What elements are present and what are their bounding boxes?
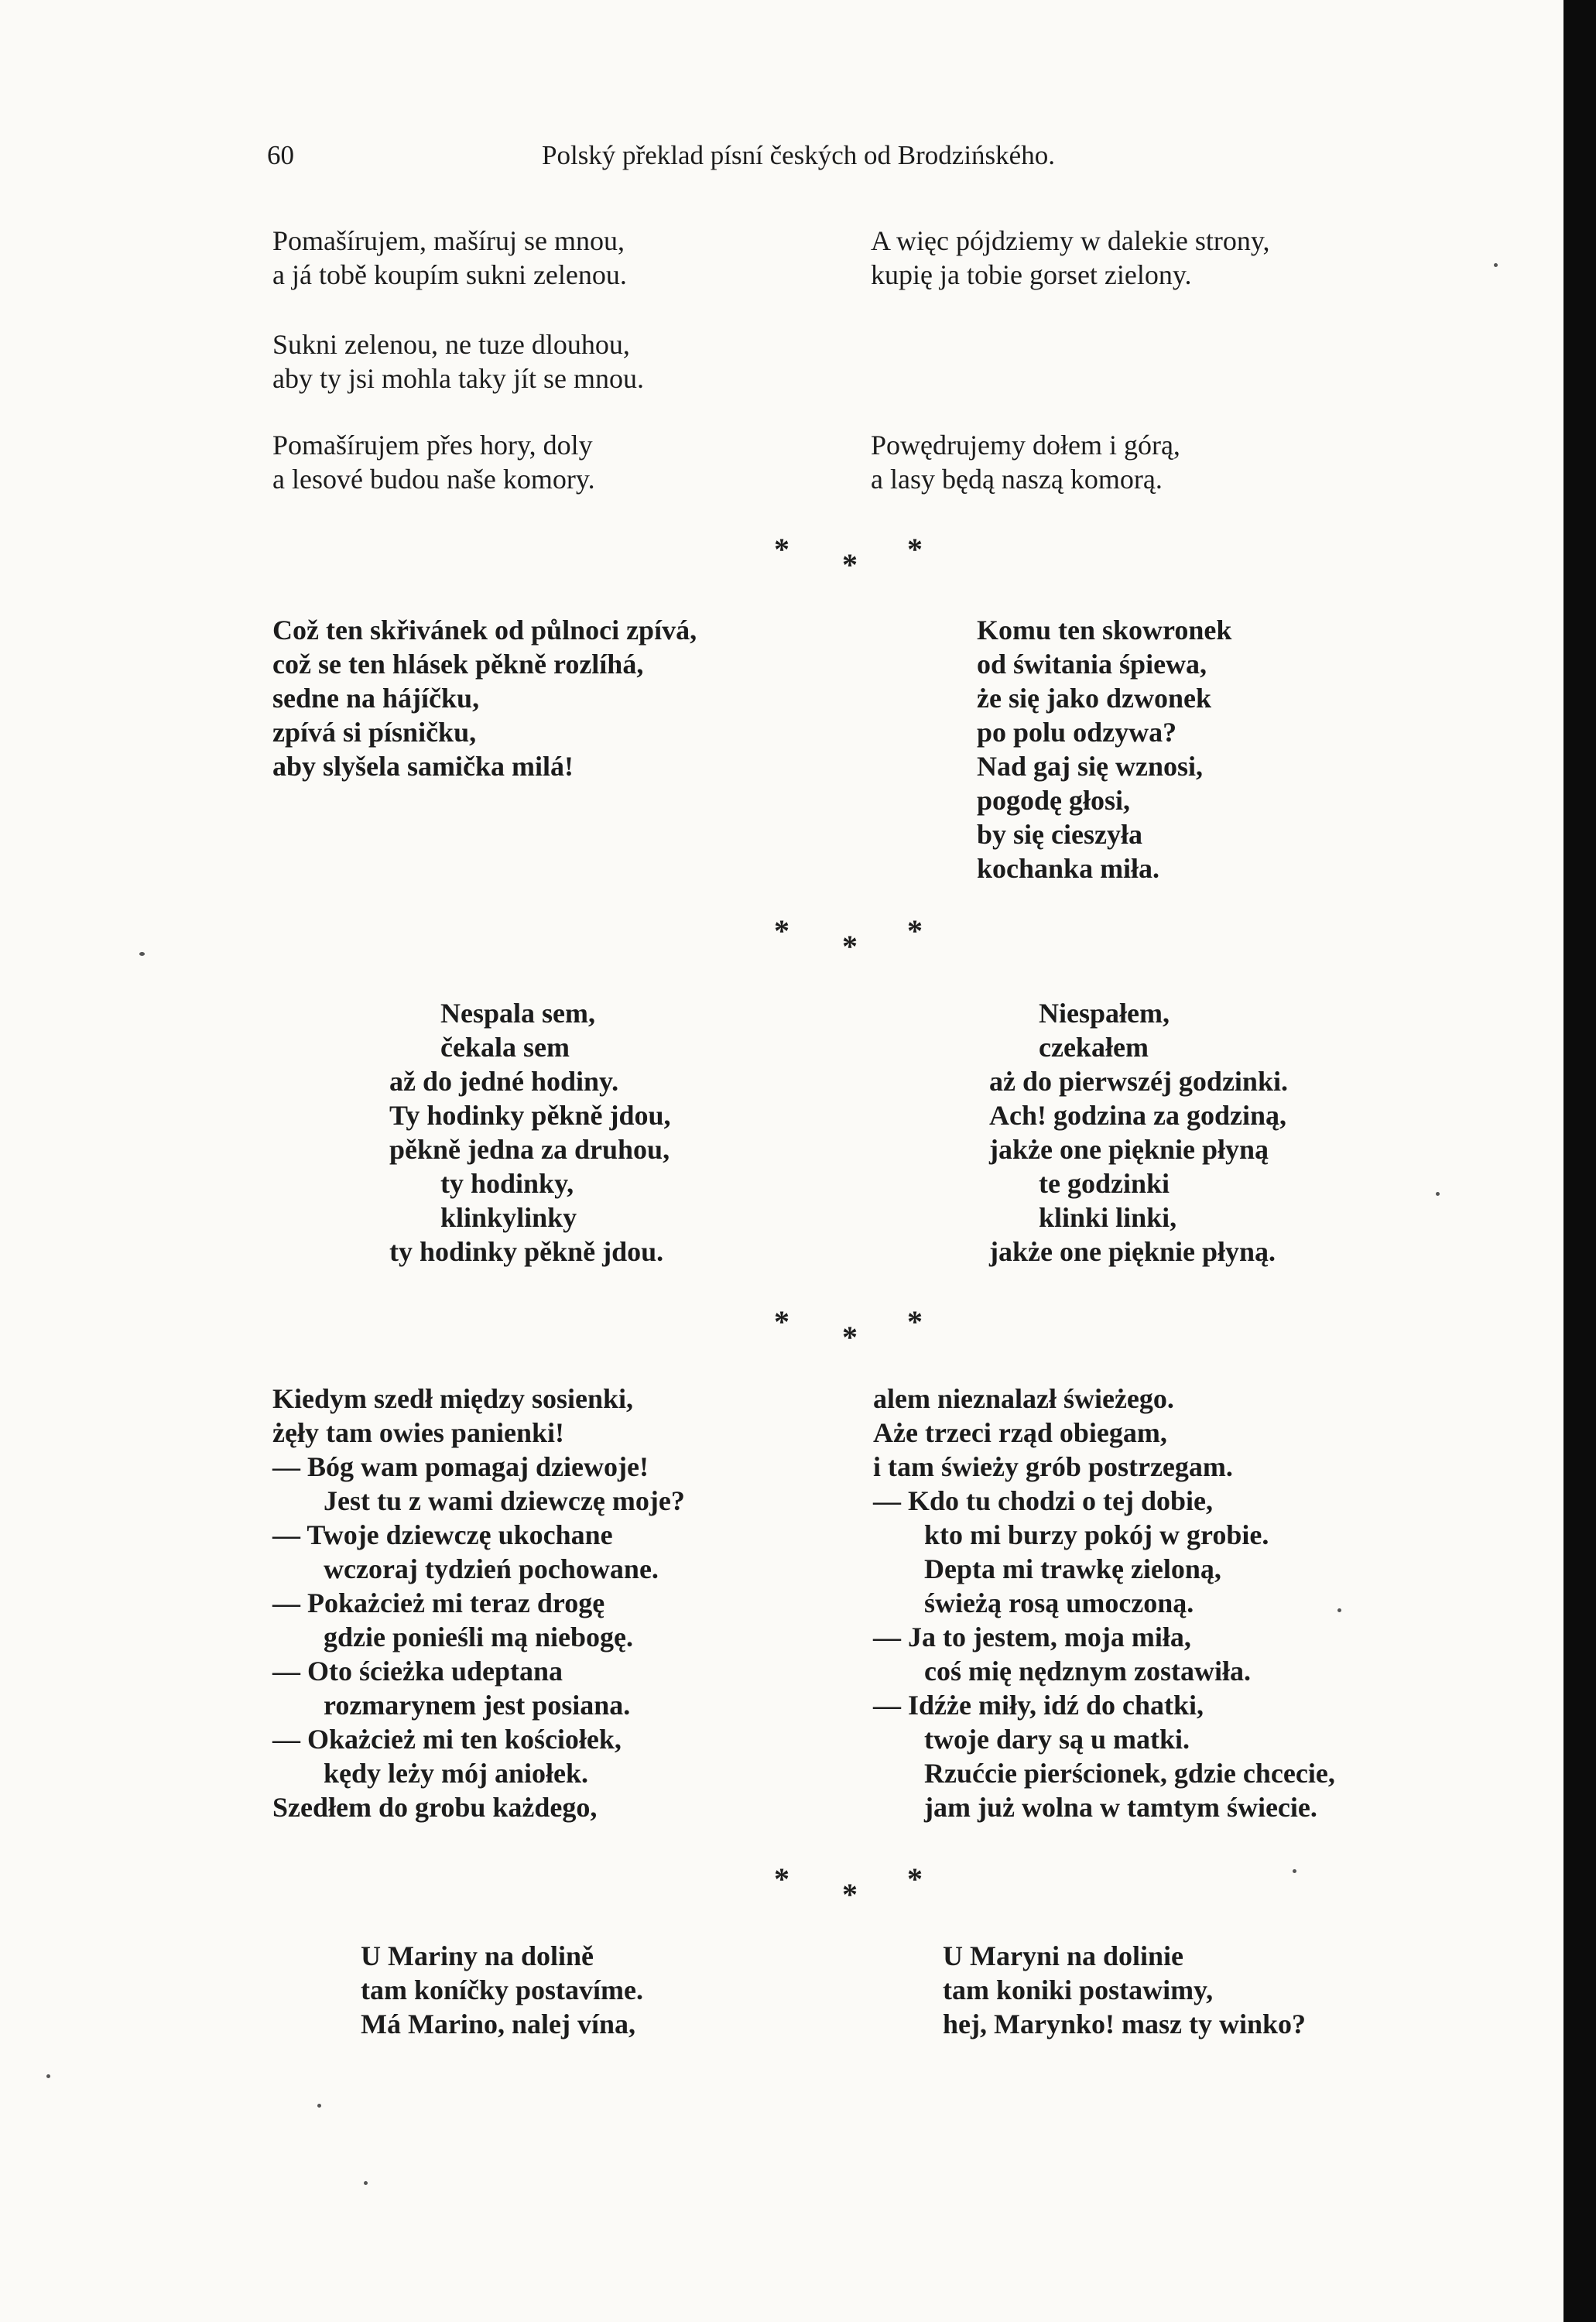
verse-line: Nad gaj się wznosi, xyxy=(977,751,1204,782)
czech-song-skrivanek xyxy=(272,613,697,783)
polish-song-niespalem xyxy=(989,996,1288,1269)
polish-song-marynia xyxy=(943,1939,1306,2041)
verse-line: tam koníčky postavíme. xyxy=(361,1974,644,2005)
verse-line: Powędrujemy dołem i górą, xyxy=(871,430,1180,461)
verse-line: — Twoje dziewczę ukochane xyxy=(272,1519,613,1550)
verse-line: te godzinki xyxy=(1039,1168,1170,1199)
verse-line: jam już wolna w tamtym świecie. xyxy=(924,1792,1317,1823)
polish-song-sosienki-part-2 xyxy=(873,1382,1335,1824)
verse-line: że się jako dzwonek xyxy=(977,683,1211,714)
verse-line: aby slyšela samička milá! xyxy=(272,751,574,782)
verse-line: klinki linki, xyxy=(1039,1202,1177,1233)
polish-stanza-2 xyxy=(871,428,1180,496)
asterisk: * xyxy=(774,1304,789,1339)
verse-line: A więc pójdziemy w dalekie strony, xyxy=(871,225,1270,256)
verse-line: Aże trzeci rząd obiegam, xyxy=(873,1417,1167,1448)
verse-line: Kiedym szedł między sosienki, xyxy=(272,1383,633,1414)
verse-line: ty hodinky pěkně jdou. xyxy=(389,1236,664,1267)
verse-line: ty hodinky, xyxy=(440,1168,574,1199)
verse-line: Pomašírujem, mašíruj se mnou, xyxy=(272,225,625,256)
verse-line: od świtania śpiewa, xyxy=(977,649,1207,680)
asterisk: * xyxy=(842,1320,858,1354)
verse-line: což se ten hlásek pěkně rozlíhá, xyxy=(272,649,644,680)
polish-stanza-1 xyxy=(871,224,1270,292)
verse-line: a lasy będą naszą komorą. xyxy=(871,464,1163,495)
verse-line: a já tobě koupím sukni zelenou. xyxy=(272,259,627,290)
verse-line: by się cieszyła xyxy=(977,819,1142,850)
verse-line: jakże one pięknie płyną xyxy=(989,1134,1269,1165)
verse-line: — Idźże miły, idź do chatki, xyxy=(873,1690,1204,1721)
verse-line: Což ten skřivánek od půlnoci zpívá, xyxy=(272,615,697,646)
verse-line: U Mariny na dolině xyxy=(361,1940,594,1971)
verse-line: gdzie ponieśli mą niebogę. xyxy=(324,1622,634,1652)
verse-line: Depta mi trawkę zieloną, xyxy=(924,1553,1221,1584)
verse-line: kochanka miła. xyxy=(977,853,1160,884)
verse-line: a lesové budou naše komory. xyxy=(272,464,595,495)
verse-line: i tam świeży grób postrzegam. xyxy=(873,1451,1233,1482)
scan-speck xyxy=(1436,1192,1440,1196)
verse-line: Jest tu z wami dziewczę moje? xyxy=(324,1485,685,1516)
verse-line: zpívá si písničku, xyxy=(272,717,477,748)
verse-line: po polu odzywa? xyxy=(977,717,1177,748)
scan-speck xyxy=(46,2074,50,2078)
verse-line: Pomašírujem přes hory, doly xyxy=(272,430,593,461)
scan-speck xyxy=(1337,1608,1341,1612)
verse-line: rozmarynem jest posiana. xyxy=(324,1690,631,1721)
czech-stanza-2 xyxy=(272,327,644,396)
verse-line: hej, Marynko! masz ty winko? xyxy=(943,2009,1306,2039)
asterisk: * xyxy=(842,1877,858,1912)
verse-line: pogodę głosi, xyxy=(977,785,1131,816)
verse-line: tam koniki postawimy, xyxy=(943,1974,1214,2005)
czech-song-marina xyxy=(361,1939,643,2041)
scan-speck xyxy=(317,2104,321,2108)
verse-line: wczoraj tydzień pochowane. xyxy=(324,1553,659,1584)
asterisk: * xyxy=(842,547,858,582)
verse-line: pěkně jedna za druhou, xyxy=(389,1134,670,1165)
verse-line: klinkylinky xyxy=(440,1202,577,1233)
running-title: Polský překlad písní českých od Brodzińského. xyxy=(542,140,1055,170)
scan-speck xyxy=(364,2181,368,2185)
czech-stanza-3 xyxy=(272,428,595,496)
polish-song-skowronek xyxy=(977,613,1231,885)
page-number: 60 xyxy=(267,140,294,170)
verse-line: U Maryni na dolinie xyxy=(943,1940,1184,1971)
verse-line: — Ja to jestem, moja miła, xyxy=(873,1622,1191,1652)
verse-line: Rzućcie pierścionek, gdzie chcecie, xyxy=(924,1758,1335,1789)
verse-line: Nespala sem, xyxy=(440,998,595,1029)
verse-line: — Bóg wam pomagaj dziewoje! xyxy=(272,1451,649,1482)
asterisk: * xyxy=(907,1861,923,1896)
asterisk: * xyxy=(907,913,923,948)
asterisk: * xyxy=(907,1304,923,1339)
verse-line: aby ty jsi mohla taky jít se mnou. xyxy=(272,363,644,394)
verse-line: aż do pierwszéj godzinki. xyxy=(989,1066,1288,1097)
verse-line: Sukni zelenou, ne tuze dlouhou, xyxy=(272,329,630,360)
czech-song-nespala xyxy=(389,996,670,1269)
czech-stanza-1 xyxy=(272,224,627,292)
asterisk: * xyxy=(774,1861,789,1896)
verse-line: až do jedné hodiny. xyxy=(389,1066,619,1097)
verse-line: żęły tam owies panienki! xyxy=(272,1417,564,1448)
scan-speck xyxy=(1293,1869,1296,1873)
verse-line: Szedłem do grobu każdego, xyxy=(272,1792,598,1823)
verse-line: kto mi burzy pokój w grobie. xyxy=(924,1519,1269,1550)
verse-line: jakże one pięknie płyną. xyxy=(989,1236,1276,1267)
verse-line: — Okażcież mi ten kościołek, xyxy=(272,1724,622,1755)
verse-line: Ach! godzina za godziną, xyxy=(989,1100,1287,1131)
verse-line: Ty hodinky pěkně jdou, xyxy=(389,1100,671,1131)
verse-line: czekałem xyxy=(1039,1032,1149,1063)
verse-line: Komu ten skowronek xyxy=(977,615,1232,646)
verse-line: — Kdo tu chodzi o tej dobie, xyxy=(873,1485,1214,1516)
verse-line: — Oto ścieżka udeptana xyxy=(272,1656,563,1687)
verse-line: kędy leży mój aniołek. xyxy=(324,1758,588,1789)
scan-border xyxy=(1563,0,1596,2322)
verse-line: kupię ja tobie gorset zielony. xyxy=(871,259,1192,290)
verse-line: coś mię nędznym zostawiła. xyxy=(924,1656,1251,1687)
asterisk: * xyxy=(774,532,789,567)
verse-line: alem nieznalazł świeżego. xyxy=(873,1383,1174,1414)
verse-line: świeżą rosą umoczoną. xyxy=(924,1587,1194,1618)
asterisk: * xyxy=(774,913,789,948)
verse-line: čekala sem xyxy=(440,1032,570,1063)
verse-line: Niespałem, xyxy=(1039,998,1170,1029)
polish-song-sosienki-part-1 xyxy=(272,1382,685,1824)
scan-speck xyxy=(139,952,145,956)
asterisk: * xyxy=(907,532,923,567)
asterisk: * xyxy=(842,929,858,964)
verse-line: Má Marino, nalej vína, xyxy=(361,2009,635,2039)
verse-line: sedne na hájíčku, xyxy=(272,683,480,714)
scan-speck xyxy=(1494,263,1498,267)
verse-line: — Pokażcież mi teraz drogę xyxy=(272,1587,605,1618)
verse-line: twoje dary są u matki. xyxy=(924,1724,1190,1755)
